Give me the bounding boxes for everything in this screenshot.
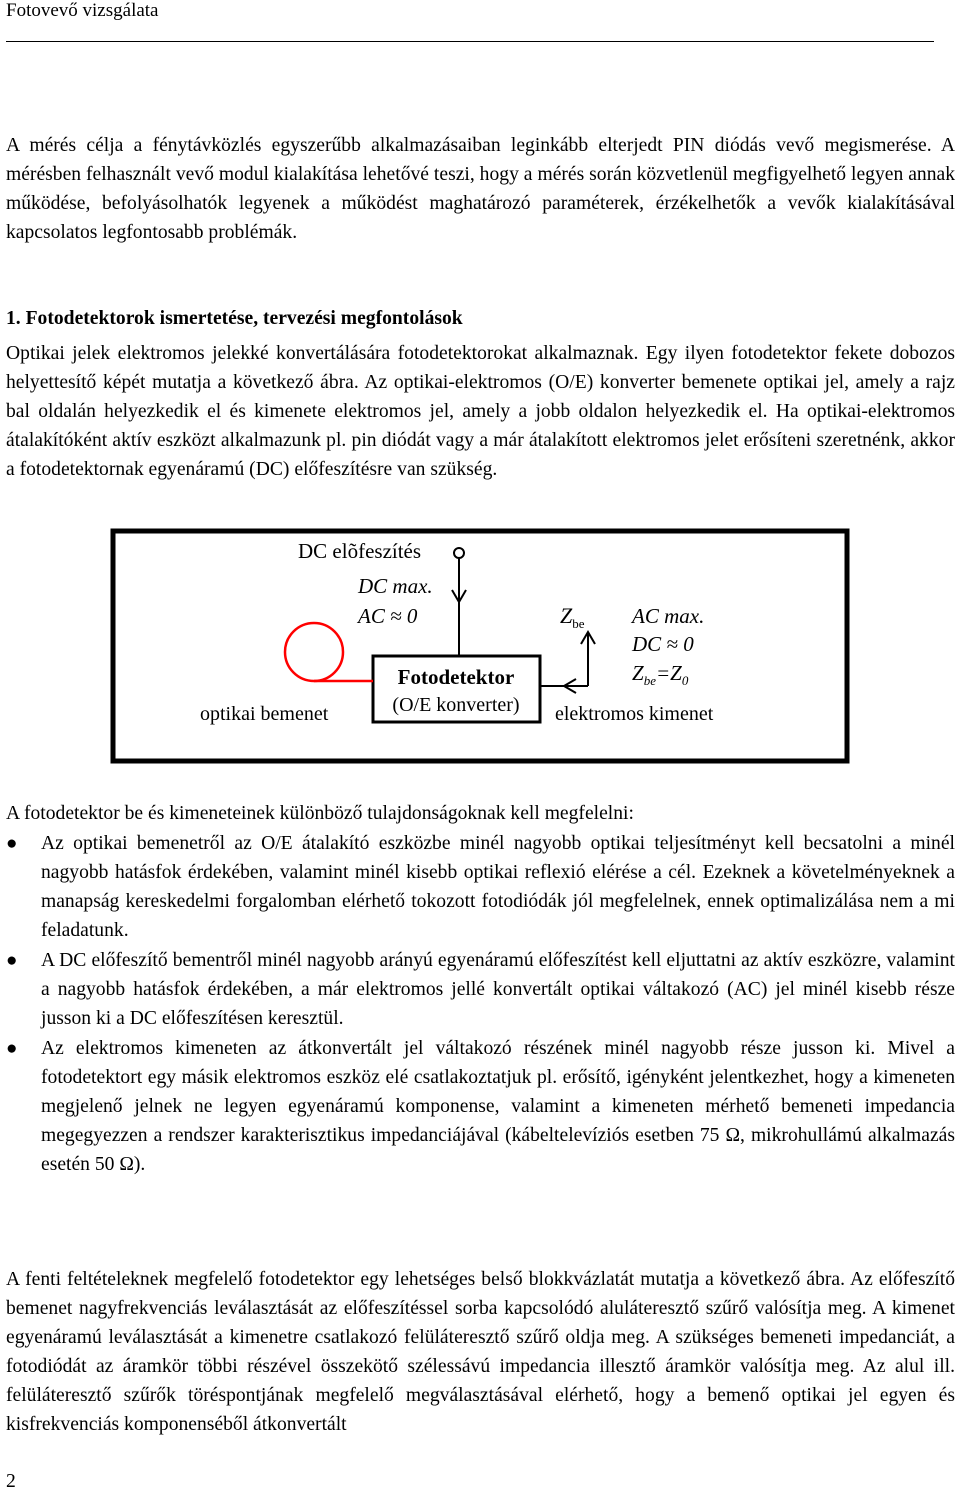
- photodetector-block-diagram: [110, 528, 850, 764]
- header-rule: [6, 41, 934, 42]
- bullet-icon: ●: [6, 833, 18, 854]
- section-heading: 1. Fotodetektorok ismertetése, tervezési megfontolások: [6, 308, 463, 329]
- section-paragraph: Optikai jelek elektromos jelekké konvertálására fotodetektorokat alkalmaznak. Egy ilyen fotodetektor fekete dobozos helyettesítő képét mutatja a következő ábra. Az optikai-elektromos (O/E) konverter bemenete optikai jel, amely a rajz bal oldalán helyezkedik el és kimenete elektromos jel, amely a jobb oldalon helyezkedik el. Ha optikai-elektromos átalakítóként aktív eszközt alkalmazunk pl. pin diódát vagy a már átalakított elektromos jelet erősíteni szeretnénk, akkor a fotodetektornak egyenáramú (DC) előfeszítésre van szükség.: [6, 343, 955, 480]
- list-item: ● Az optikai bemenetről az O/E átalakító eszközbe minél nagyobb optikai teljesítményt kell becsatolni a minél nagyobb hatásfok érdekében, valamint minél kisebb optikai reflexió elérése a cél. Ezeknek a követelményeknek a manapság kereskedelmi forgalomban elérhető tokozott fotodiódák jól megfelelnek, ennek optimalizálása nem a mi feladatunk.: [6, 829, 955, 945]
- fotodetektor-box-title: Fotodetektor: [397, 665, 515, 689]
- ac-zero-label: AC ≈ 0: [358, 604, 418, 628]
- requirements-intro: A fotodetektor be és kimeneteinek különböző tulajdonságoknak kell megfelelni:: [6, 803, 634, 824]
- intro-paragraph: A mérés célja a fénytávközlés egyszerűbb alkalmazásaiban leginkább elterjedt PIN diódás vevő megismerése. A mérésben felhasznált vevő modul kialakítása lehetővé teszi, hogy a mérés során közvetlenül megfigyelhető legyen annak működése, befolyásolhatók legyenek a működést maghatározó paraméterek, érzékelhetők a vevők kialakításával kapcsolatos legfontosabb problémák.: [6, 135, 955, 243]
- dc-bias-terminal: [454, 548, 464, 558]
- page-number: 2: [6, 1471, 16, 1492]
- zbe-equals-z0-label: $Z_{be}=Z_0$: [632, 661, 689, 688]
- diagram-frame: [113, 531, 847, 761]
- page-header-title: Fotovevő vizsgálata: [6, 0, 159, 21]
- bullet-icon: ●: [6, 1038, 18, 1059]
- dc-zero-label: DC ≈ 0: [632, 632, 694, 656]
- zbe-label: $Z_{be}$: [560, 603, 585, 631]
- optical-input-fiber-loop: [285, 623, 343, 681]
- electrical-output-label: elektromos kimenet: [555, 703, 714, 725]
- list-item: ● Az elektromos kimeneten az átkonvertált jel váltakozó részének minél nagyobb része jusson ki. Mivel a fotodetektort egy másik elektromos eszköz elé csatlakoztatjuk pl. erősítő, igényként jelentkezhet, hogy a kimeneten megjelenő jelnek ne legyen egyenáramú komponense, valamint a kimeneten mérhető bemeneti impedancia megegyezzen a rendszer karakterisztikus impedanciájával (kábeltelevíziós esetben 75 Ω, mikrohullámú alkalmazás esetén 50 Ω).: [6, 1034, 955, 1179]
- requirements-list: [6, 829, 955, 1179]
- closing-paragraph: A fenti feltételeknek megfelelő fotodetektor egy lehetséges belső blokkvázlatát mutatja a következő ábra. Az előfeszítő bemenet nagyfrekvenciás leválasztását az előfeszítéssel sorba kapcsolódó aluláteresztő szűrő valósítja meg. A kimenet egyenáramú leválasztását a kimenetre csatlakozó felüláteresztő szűrő oldja meg. A szükséges bemeneti impedanciát, a fotodiódát az áramkör többi részével összekötő szélessávú impedancia illesztő áramkör valósítja meg. Az alul ill. felüláteresztő szűrők töréspontjának megfelelő megválasztásával elérhető, hogy a bemenő optikai jel egyen és kisfrekvenciás komponenséből átkonvertált: [6, 1269, 955, 1435]
- ac-max-label: AC max.: [632, 604, 705, 628]
- list-item: ● A DC előfeszítő bementről minél nagyobb arányú egyenáramú előfeszítést kell eljuttatni az aktív eszközre, valamint a nagyobb hatásfok érdekében, a már elektromos jellé konvertált optikai váltakozó (AC) jel minél kisebb része jusson ki a DC előfeszítésen keresztül.: [6, 946, 955, 1033]
- bullet-icon: ●: [6, 950, 18, 971]
- dc-max-label: DC max.: [358, 574, 433, 598]
- dc-bias-label: DC elõfeszítés: [298, 539, 422, 563]
- optical-input-label: optikai bemenet: [200, 703, 329, 725]
- fotodetektor-box-subtitle: (O/E konverter): [392, 694, 520, 716]
